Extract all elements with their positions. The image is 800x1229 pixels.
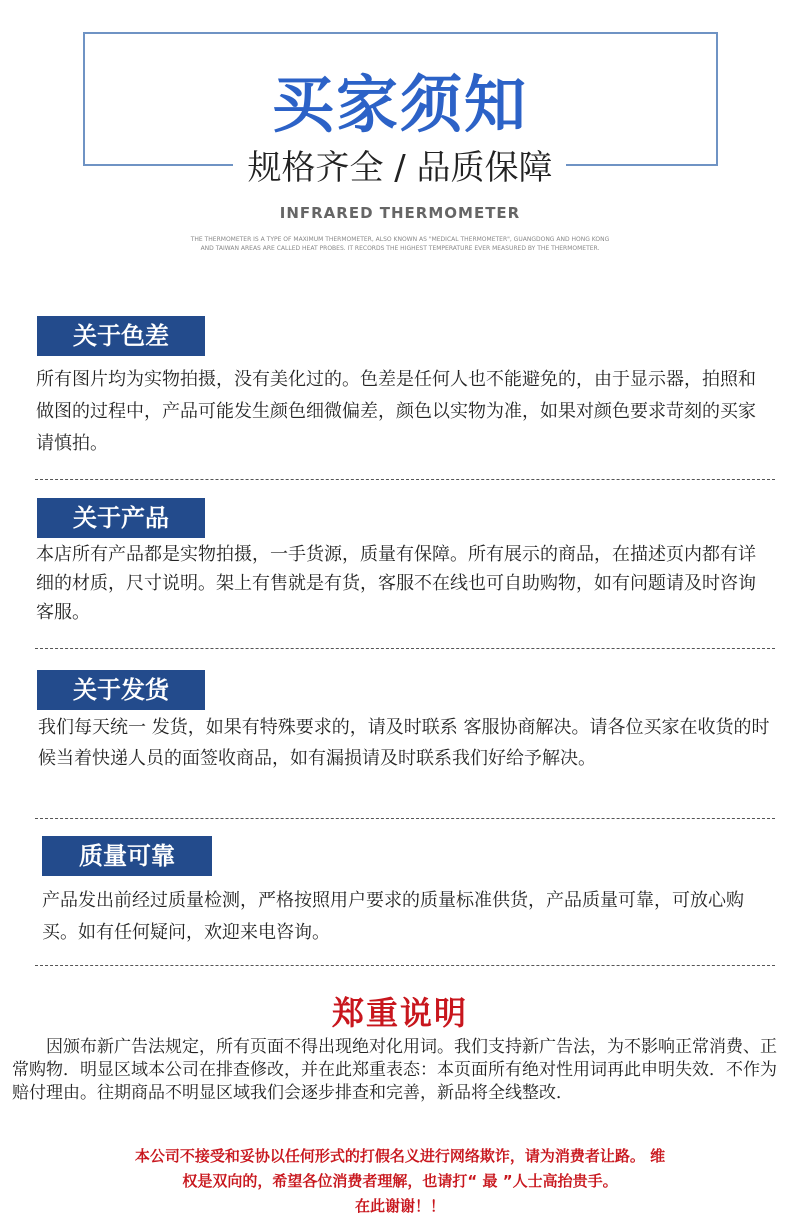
section-label-product: 关于产品: [37, 498, 205, 538]
notice-thanks: 在此谢谢！！: [354, 1197, 445, 1215]
english-title: INFRARED THERMOMETER: [279, 204, 521, 222]
section-text-quality: 产品发出前经过质量检测，严格按照用户要求的质量标准供货，产品质量可靠，可放心购买。如有任何疑问，欢迎来电咨询。: [42, 890, 744, 943]
page-subtitle: 规格齐全 / 品质保障: [247, 148, 553, 188]
section-label-color-difference: 关于色差: [37, 316, 205, 356]
notice-warning: [40, 1144, 760, 1219]
notice-title: 郑重说明: [331, 994, 468, 1032]
notice-warning-line: 本公司不接受和妥协以任何形式的打假名义进行网络欺诈，请为消费者让路。 维: [134, 1147, 666, 1165]
section-label-shipping: 关于发货: [37, 670, 205, 710]
section-text-shipping: 我们每天统一 发货，如果有特殊要求的，请及时联系 客服协商解决。请各位买家在收货的时候当着快递人员的面签收商品，如有漏损请及时联系我们好给予解决。: [38, 717, 770, 769]
section-divider: [35, 648, 775, 649]
section-text-product: 本店所有产品都是实物拍摄，一手货源，质量有保障。所有展示的商品，在描述页内都有详细的材质，尺寸说明。架上有售就是有货，客服不在线也可自助购物，如有问题请及时咨询客服。: [36, 544, 756, 623]
section-label-quality: 质量可靠: [42, 836, 212, 876]
page-title: 买家须知: [271, 68, 528, 141]
section-divider: [35, 479, 775, 480]
section-divider: [35, 965, 775, 966]
header-frame-top: [233, 32, 566, 34]
notice-warning-line: 权是双向的，希望各位消费者理解，也请打“ 最 ”人士高抬贵手。: [182, 1172, 618, 1190]
section-divider: [35, 818, 775, 819]
notice-body: 因颁布新广告法规定，所有页面不得出现绝对化用词。我们支持新广告法，为不影响正常消费、正常购物．明显区域本公司在排查修改，并在此郑重表态：本页面所有绝对性用词再此申明失效．不作为赔付理由。往期商品不明显区域我们会逐步排查和完善，新品将全线整改．: [12, 1037, 777, 1103]
english-description: THE THERMOMETER IS A TYPE OF MAXIMUM THERMOMETER, ALSO KNOWN AS "MEDICAL THERMOMETER", GUANGDONG AND HONG KONG AND TAIWAN AREAS ARE CALLED HEAT PROBES. IT RECORDS THE HIGHEST TEMPERATURE EVER MEASURED BY THE THERMOMETER.: [190, 236, 610, 252]
section-text-color-difference: 所有图片均为实物拍摄，没有美化过的。色差是任何人也不能避免的，由于显示器，拍照和做图的过程中，产品可能发生颜色细微偏差，颜色以实物为准，如果对颜色要求苛刻的买家请慎拍。: [36, 369, 756, 454]
